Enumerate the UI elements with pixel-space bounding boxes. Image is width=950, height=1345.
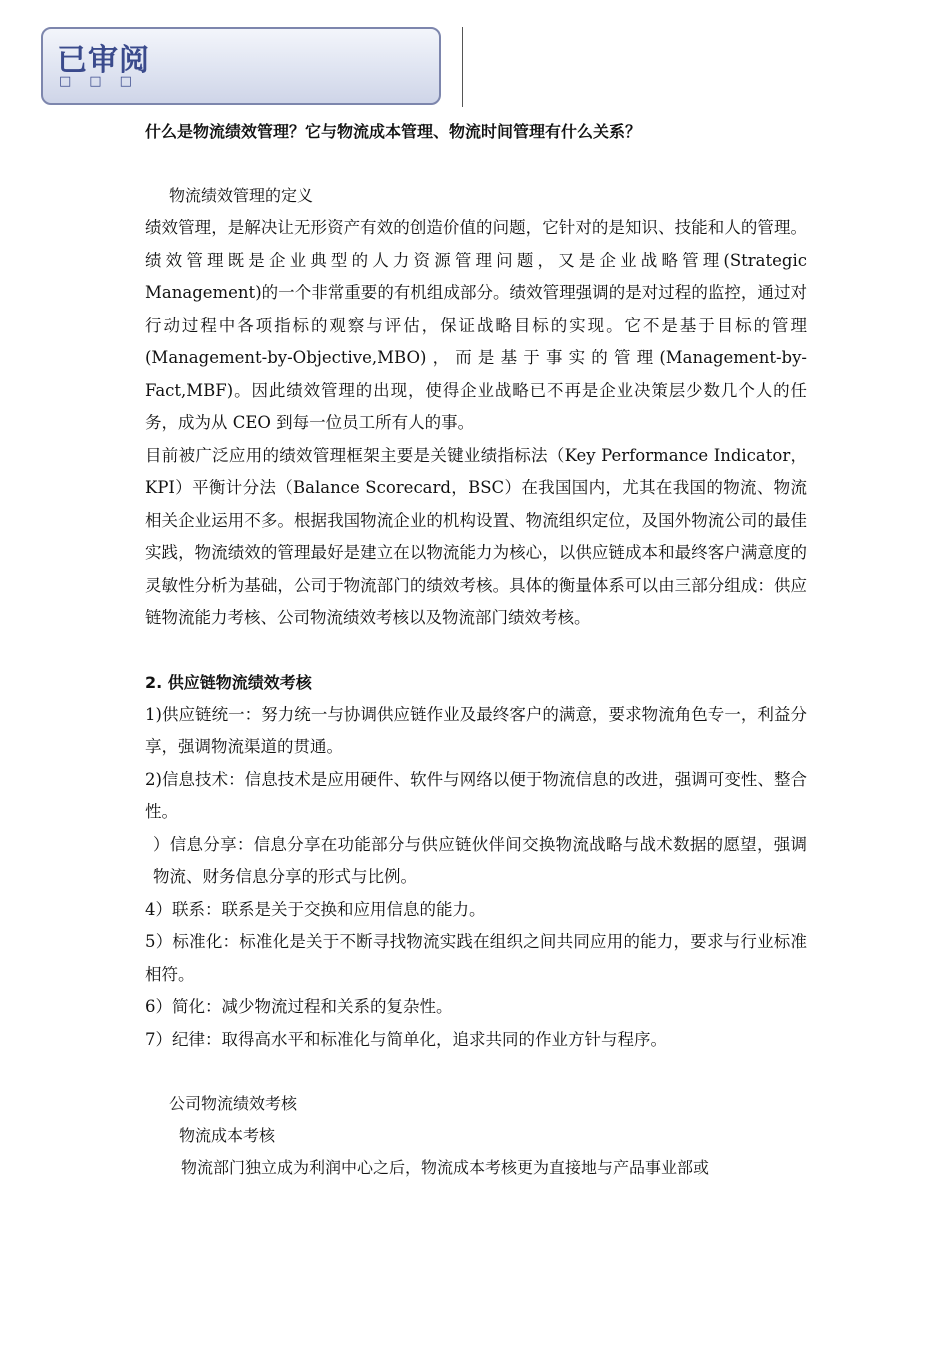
- stamp-title: 已审阅: [57, 43, 150, 78]
- spacer: [145, 148, 807, 180]
- definition-paragraph: 绩效管理，是解决让无形资产有效的创造价值的问题，它针对的是知识、技能和人的管理。绩效管理既是企业典型的人力资源管理问题，又是企业战略管理(Strategic Management)的一个非常重要的有机组成部分。绩效管理强调的是对过程的监控，通过对行动过程中各项指标的观察与评估，保证战略目标的实现。它不是基于目标的管理(Management-by-Objective,MBO)，而是基于事实的管理(Management-by-Fact,MBF)。因此绩效管理的出现，使得企业战略已不再是企业决策层少数几个人的任务，成为从 CEO 到每一位员工所有人的事。: [145, 218, 807, 432]
- definition-heading: 物流绩效管理的定义: [169, 186, 314, 205]
- section-2-heading: 2. 供应链物流绩效考核: [145, 672, 312, 692]
- spacer: [145, 1056, 807, 1088]
- spacer: [145, 635, 807, 667]
- list-item: 4）联系：联系是关于交换和应用信息的能力。: [145, 899, 486, 919]
- cost-heading: 物流成本考核: [179, 1126, 276, 1145]
- cost-paragraph: 物流部门独立成为利润中心之后，物流成本考核更为直接地与产品事业部或: [181, 1158, 710, 1177]
- framework-paragraph: 目前被广泛应用的绩效管理框架主要是关键业绩指标法（Key Performance Indicator，KPI）平衡计分法（Balance Scorecard，BSC）在我国国内，尤其在我国的物流、物流相关企业运用不多。根据我国物流企业的机构设置、物流组织定位，及国外物流公司的最佳实践，物流绩效的管理最好是建立在以物流能力为核心，以供应链成本和最终客户满意度的灵敏性分析为基础，公司于物流部门的绩效考核。具体的衡量体系可以由三部分组成：供应链物流能力考核、公司物流绩效考核以及物流部门绩效考核。: [145, 445, 807, 627]
- list-item: 6）简化：减少物流过程和关系的复杂性。: [145, 997, 453, 1016]
- question-heading: 什么是物流绩效管理？它与物流成本管理、物流时间管理有什么关系？: [145, 122, 642, 141]
- review-stamp: [41, 27, 441, 105]
- list-item: 1)供应链统一：努力统一与协调供应链作业及最终客户的满意，要求物流角色专一，利益分享，强调物流渠道的贯通。: [145, 704, 807, 756]
- list-item: ）信息分享：信息分享在功能部分与供应链伙伴间交换物流战略与战术数据的愿望，强调物流、财务信息分享的形式与比例。: [153, 834, 807, 886]
- list-item: 2)信息技术：信息技术是应用硬件、软件与网络以便于物流信息的改进，强调可变性、整合性。: [145, 769, 807, 821]
- list-item: 5）标准化：标准化是关于不断寻找物流实践在组织之间共同应用的能力，要求与行业标准相符。: [145, 932, 807, 984]
- company-heading: 公司物流绩效考核: [169, 1094, 298, 1113]
- document-body: [145, 116, 807, 1184]
- header-divider: [462, 27, 463, 107]
- stamp-subtitle: □□□: [59, 74, 150, 89]
- list-item: 7）纪律：取得高水平和标准化与简单化，追求共同的作业方针与程序。: [145, 1029, 667, 1049]
